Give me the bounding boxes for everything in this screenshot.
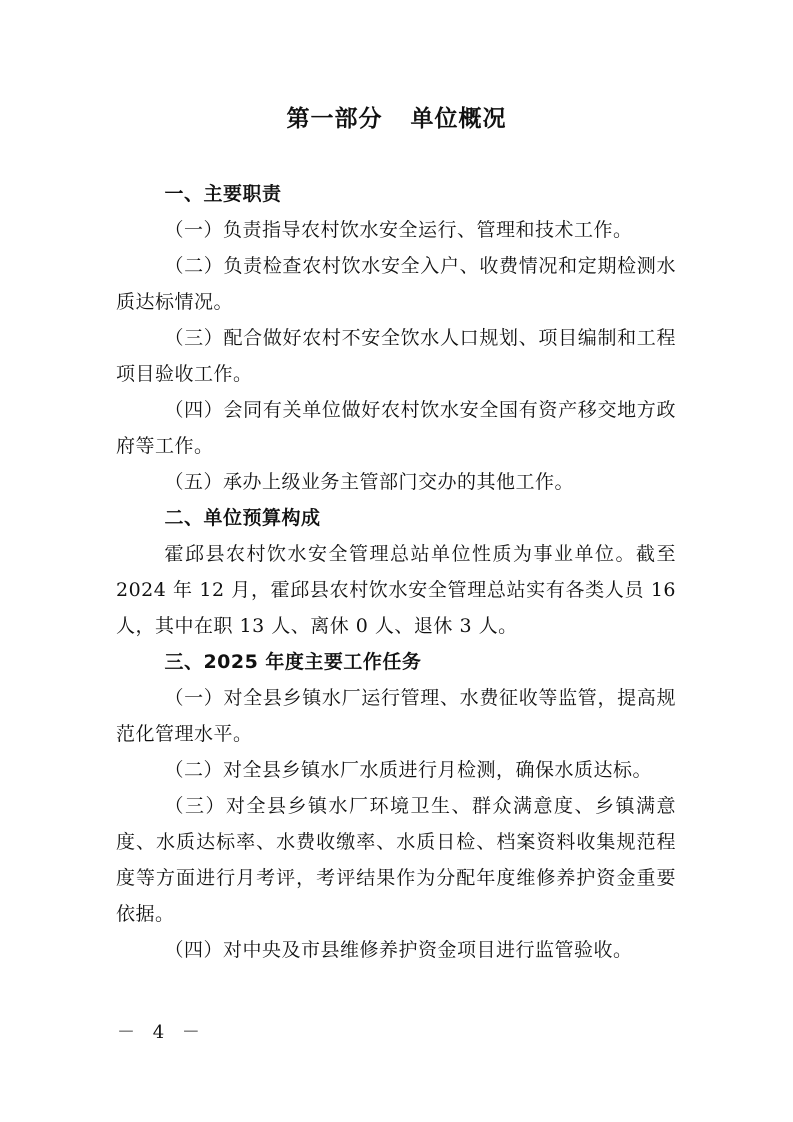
paragraph: （三）配合做好农村不安全饮水人口规划、项目编制和工程项目验收工作。 bbox=[116, 327, 676, 385]
paragraph: （一）负责指导农村饮水安全运行、管理和技术工作。 bbox=[164, 219, 633, 241]
paragraph: （四）对中央及市县维修养护资金项目进行监管验收。 bbox=[164, 939, 633, 961]
title-name: 单位概况 bbox=[410, 106, 507, 132]
page-number: － 4 － bbox=[117, 1022, 206, 1043]
section-heading-budget: 二、单位预算构成 bbox=[164, 507, 321, 529]
document-body bbox=[116, 176, 676, 968]
section-heading-duties: 一、主要职责 bbox=[164, 183, 282, 205]
section-heading-tasks: 三、2025 年度主要工作任务 bbox=[164, 651, 422, 673]
paragraph: （二）负责检查农村饮水安全入户、收费情况和定期检测水质达标情况。 bbox=[116, 255, 676, 313]
page-title bbox=[0, 100, 793, 133]
paragraph: （四）会同有关单位做好农村饮水安全国有资产移交地方政府等工作。 bbox=[116, 399, 676, 457]
paragraph: 霍邱县农村饮水安全管理总站单位性质为事业单位。截至 2024 年 12 月，霍邱县农村饮水安全管理总站实有各类人员 16 人，其中在职 13 人、离休 0 人、退休 3 人。 bbox=[116, 543, 676, 637]
paragraph: （五）承办上级业务主管部门交办的其他工作。 bbox=[164, 471, 574, 493]
paragraph: （三）对全县乡镇水厂环境卫生、群众满意度、乡镇满意度、水质达标率、水费收缴率、水质日检、档案资料收集规范程度等方面进行月考评，考评结果作为分配年度维修养护资金重要依据。 bbox=[116, 795, 676, 925]
paragraph: （二）对全县乡镇水厂水质进行月检测，确保水质达标。 bbox=[164, 759, 652, 781]
title-part: 第一部分 bbox=[286, 106, 383, 132]
paragraph: （一）对全县乡镇水厂运行管理、水费征收等监管，提高规范化管理水平。 bbox=[116, 687, 676, 745]
